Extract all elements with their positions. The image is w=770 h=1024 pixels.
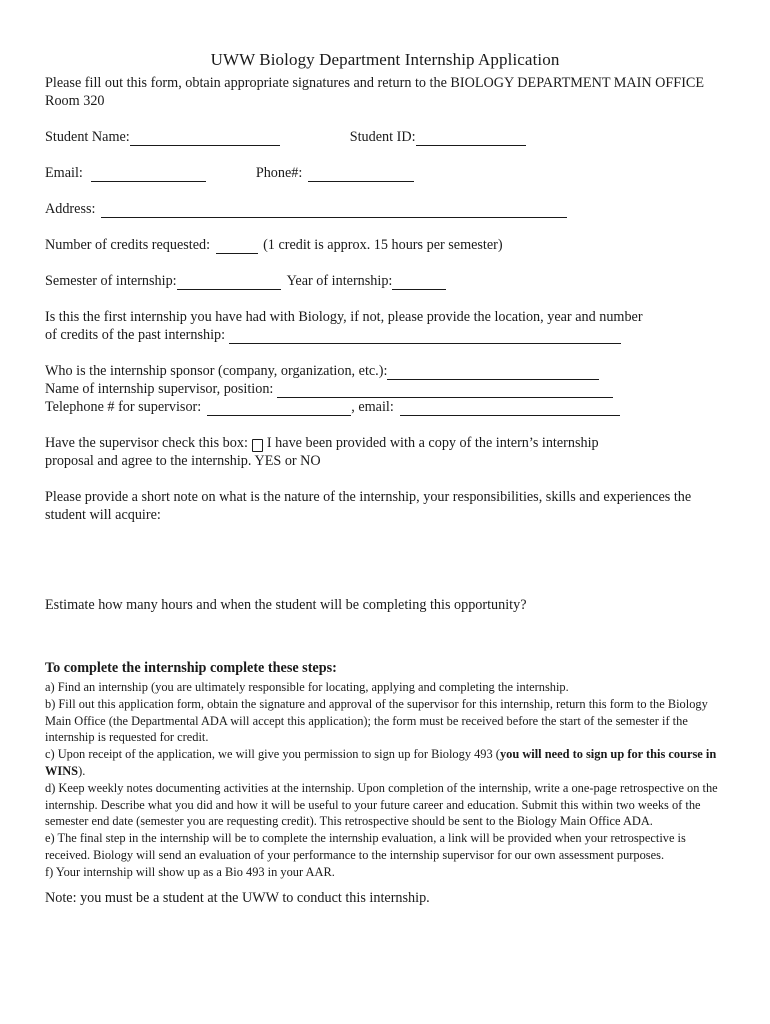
note-response-area[interactable] xyxy=(45,524,725,596)
email-field[interactable] xyxy=(91,168,206,182)
step-d: d) Keep weekly notes documenting activities at the internship. Upon completion of the internship, write a one-page retrospective on the internship. Describe what you did and how it will be useful to your future career and education. Submit this within two weeks of the semester end date (semester you are requesting credit). This retrospective should be sent to the Biology Main Office ADA. xyxy=(45,780,718,829)
supervisor-check-line2: proposal and agree to the internship. YES or NO xyxy=(45,453,321,469)
steps-title: To complete the internship complete these steps: xyxy=(45,660,337,676)
student-id-field[interactable] xyxy=(416,132,526,146)
supervisor-checkbox[interactable] xyxy=(252,439,263,452)
first-internship-label: of credits of the past internship: xyxy=(45,327,226,343)
step-c xyxy=(45,746,725,780)
supervisor-check-block xyxy=(45,434,725,470)
email-label: Email: xyxy=(45,165,83,181)
student-name-field[interactable] xyxy=(130,132,280,146)
step-e: e) The final step in the internship will be to complete the internship evaluation, a link will be provided when your retrospective is received. Biology will send an evaluation of your performance to the internship supervisor for our own assessment purposes. xyxy=(45,831,686,862)
phone-field[interactable] xyxy=(308,168,414,182)
address-label: Address: xyxy=(45,201,96,217)
supervisor-label: Name of internship supervisor, position: xyxy=(45,381,274,397)
sponsor-block xyxy=(45,362,725,416)
credits-label: Number of credits requested: xyxy=(45,237,211,253)
supervisor-email-field[interactable] xyxy=(400,402,620,416)
page-title: UWW Biology Department Internship Application xyxy=(210,50,560,69)
semester-field[interactable] xyxy=(177,276,281,290)
email-row xyxy=(45,164,725,182)
sponsor-label: Who is the internship sponsor (company, organization, etc.): xyxy=(45,363,388,379)
semester-label: Semester of internship: xyxy=(45,273,177,289)
address-field[interactable] xyxy=(101,204,567,218)
year-label: Year of internship: xyxy=(286,273,393,289)
first-internship-block xyxy=(45,308,725,344)
semester-row xyxy=(45,272,725,290)
credits-field[interactable] xyxy=(216,240,258,254)
phone-label: Phone#: xyxy=(255,165,303,181)
first-internship-line1: Is this the first internship you have had with Biology, if not, please provide the location, year and number xyxy=(45,309,643,325)
step-f: f) Your internship will show up as a Bio 493 in your AAR. xyxy=(45,864,335,879)
step-c-suffix: ). xyxy=(78,763,86,778)
credits-note: (1 credit is approx. 15 hours per semester) xyxy=(263,237,503,253)
hours-prompt: Estimate how many hours and when the student will be completing this opportunity? xyxy=(45,597,527,613)
step-a: a) Find an internship (you are ultimately responsible for locating, applying and completing the internship. xyxy=(45,680,569,694)
step-b: b) Fill out this application form, obtain the signature and approval of the supervisor for this internship, return this form to the Biology Main Office (the Departmental ADA will accept this application); the form must be received before the start of the semester if the internship is requested for credit. xyxy=(45,696,708,745)
past-internship-field[interactable] xyxy=(229,330,621,344)
supervisor-check-text1: I have been provided with a copy of the intern’s internship xyxy=(266,435,599,451)
sponsor-field[interactable] xyxy=(387,366,599,380)
steps-list xyxy=(45,679,725,881)
step-c-prefix: c) Upon receipt of the application, we will give you permission to sign up for Biology 493 ( xyxy=(45,747,500,762)
final-note: Note: you must be a student at the UWW to conduct this internship. xyxy=(45,889,430,906)
note-prompt: Please provide a short note on what is the nature of the internship, your responsibilities, skills and experiences the student will acquire: xyxy=(45,489,692,523)
student-name-label: Student Name: xyxy=(45,129,130,145)
year-field[interactable] xyxy=(392,276,446,290)
supervisor-check-line1 xyxy=(45,434,725,452)
credits-row xyxy=(45,236,725,254)
telephone-field[interactable] xyxy=(207,402,351,416)
hours-response-area[interactable] xyxy=(45,614,725,660)
telephone-label: Telephone # for supervisor: xyxy=(45,399,202,415)
form-page xyxy=(45,50,725,907)
intro-text: Please fill out this form, obtain appropriate signatures and return to the BIOLOGY DEPARTMENT MAIN OFFICE Room 320 xyxy=(45,75,705,109)
supervisor-row xyxy=(45,380,725,398)
supervisor-check-prefix: Have the supervisor check this box: xyxy=(45,435,248,451)
telephone-row xyxy=(45,398,725,416)
supervisor-field[interactable] xyxy=(277,384,613,398)
student-name-row xyxy=(45,128,725,146)
first-internship-line2-row xyxy=(45,326,725,344)
student-id-label: Student ID: xyxy=(349,129,416,145)
step-c-bold: you will need to sign up for this course in WINS xyxy=(45,747,717,778)
supervisor-email-label: , email: xyxy=(351,399,394,415)
sponsor-row xyxy=(45,362,725,380)
address-row xyxy=(45,200,725,218)
